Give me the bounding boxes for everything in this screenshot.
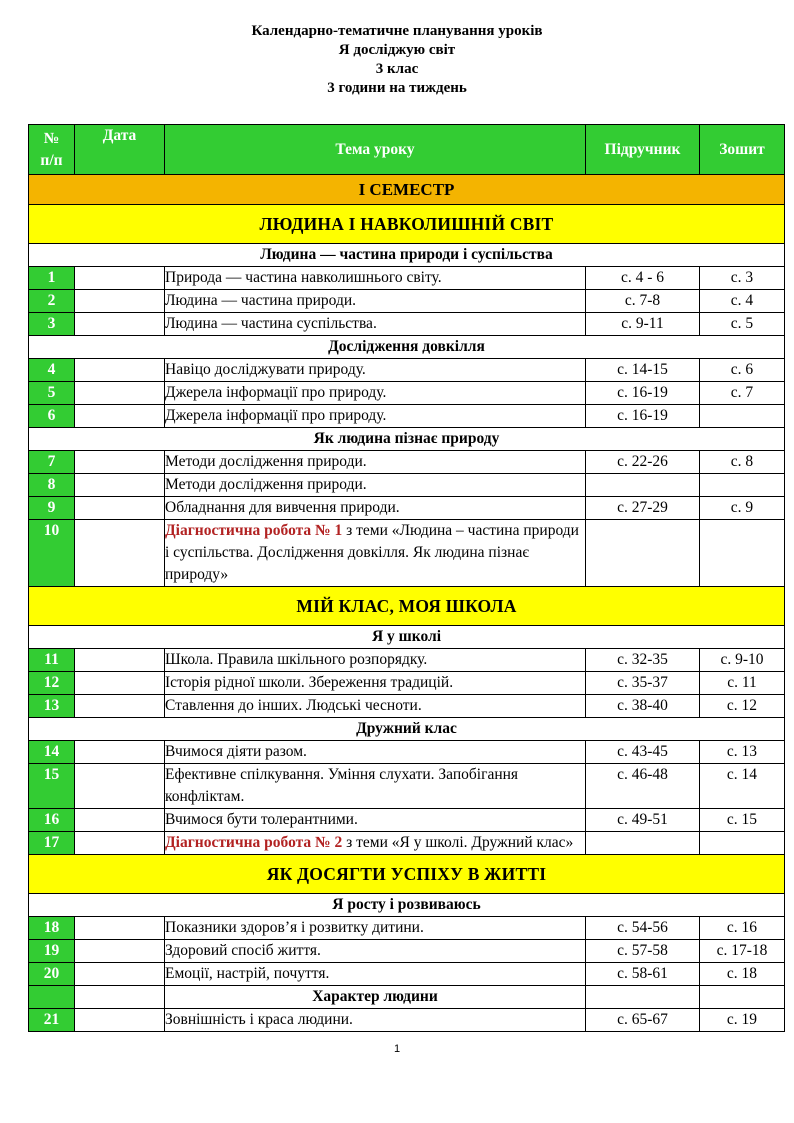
title-line-4: 3 години на тиждень [327, 80, 467, 96]
section-row: МІЙ КЛАС, МОЯ ШКОЛА [29, 587, 785, 626]
table-row: 16 Вчимося бути толерантними. с. 49-51 с. 15 [29, 809, 785, 832]
table-row: 8 Методи дослідження природи. [29, 474, 785, 497]
document-title [0, 22, 794, 98]
table-row: 12 Історія рідної школи. Збереження традицій. с. 35-37 с. 11 [29, 672, 785, 695]
title-line-3: 3 клас [375, 61, 419, 77]
table-row: 3 Людина — частина суспільства. с. 9-11 с. 5 [29, 313, 785, 336]
title-line-2: Я досліджую світ [338, 42, 456, 58]
table-header-row [29, 125, 785, 175]
table-row: 7 Методи дослідження природи. с. 22-26 с. 8 [29, 451, 785, 474]
subsection-row: Я у школі [29, 626, 785, 649]
table-row: 14 Вчимося діяти разом. с. 43-45 с. 13 [29, 741, 785, 764]
subsection-row: Дружний клас [29, 718, 785, 741]
column-header-number: № п/п [29, 125, 75, 175]
table-row: 5 Джерела інформації про природу. с. 16-19 с. 7 [29, 382, 785, 405]
table-row: 21 Зовнішність і краса людини. с. 65-67 с. 19 [29, 1009, 785, 1032]
table-row: 4 Навіцо досліджувати природу. с. 14-15 с. 6 [29, 359, 785, 382]
table-row: 9 Обладнання для вивчення природи. с. 27-29 с. 9 [29, 497, 785, 520]
page-number: 1 [393, 1043, 401, 1055]
section-row: ЯК ДОСЯГТИ УСПІХУ В ЖИТТІ [29, 855, 785, 894]
table-row: 15 Ефективне спілкування. Уміння слухати. Запобігання конфліктам. с. 46-48 с. 14 [29, 764, 785, 809]
subsection-row: Дослідження довкілля [29, 336, 785, 359]
subsection-row: Людина — частина природи і суспільства [29, 244, 785, 267]
subsection-row: Як людина пізнає природу [29, 428, 785, 451]
table-row: 13 Ставлення до інших. Людські чесноти. с. 38-40 с. 12 [29, 695, 785, 718]
table-row: 10 Діагностична робота № 1 з теми «Людина – частина природи і суспільства. Дослідження довкілля. Як людина пізнає природу» [29, 520, 785, 587]
table-row: 19 Здоровий спосіб життя. с. 57-58 с. 17-18 [29, 940, 785, 963]
table-row: 6 Джерела інформації про природу. с. 16-19 [29, 405, 785, 428]
diagnostic-work-label: Діагностична робота № 2 [165, 834, 343, 851]
lesson-plan-table [28, 124, 785, 1032]
column-header-workbook: Зошит [700, 125, 785, 175]
table-row: 20 Емоції, настрій, почуття. с. 58-61 с. 18 [29, 963, 785, 986]
table-row: 17 Діагностична робота № 2 з теми «Я у школі. Дружний клас» [29, 832, 785, 855]
table-row: 11 Школа. Правила шкільного розпорядку. с. 32-35 с. 9-10 [29, 649, 785, 672]
subsection-row: Я росту і розвиваюсь [29, 894, 785, 917]
column-header-topic: Тема уроку [165, 125, 586, 175]
table-row: 1 Природа — частина навколишнього світу. с. 4 - 6 с. 3 [29, 267, 785, 290]
column-header-date: Дата [75, 125, 165, 175]
diagnostic-work-label: Діагностична робота № 1 [165, 522, 343, 539]
table-row: 2 Людина — частина природи. с. 7-8 с. 4 [29, 290, 785, 313]
semester-row: І СЕМЕСТР [29, 175, 785, 205]
subsection-row: Характер людини [29, 986, 785, 1009]
column-header-textbook: Підручник [586, 125, 700, 175]
section-row: ЛЮДИНА І НАВКОЛИШНІЙ СВІТ [29, 205, 785, 244]
title-line-1: Календарно-тематичне планування уроків [251, 23, 543, 39]
table-row: 18 Показники здоров’я і розвитку дитини. с. 54-56 с. 16 [29, 917, 785, 940]
